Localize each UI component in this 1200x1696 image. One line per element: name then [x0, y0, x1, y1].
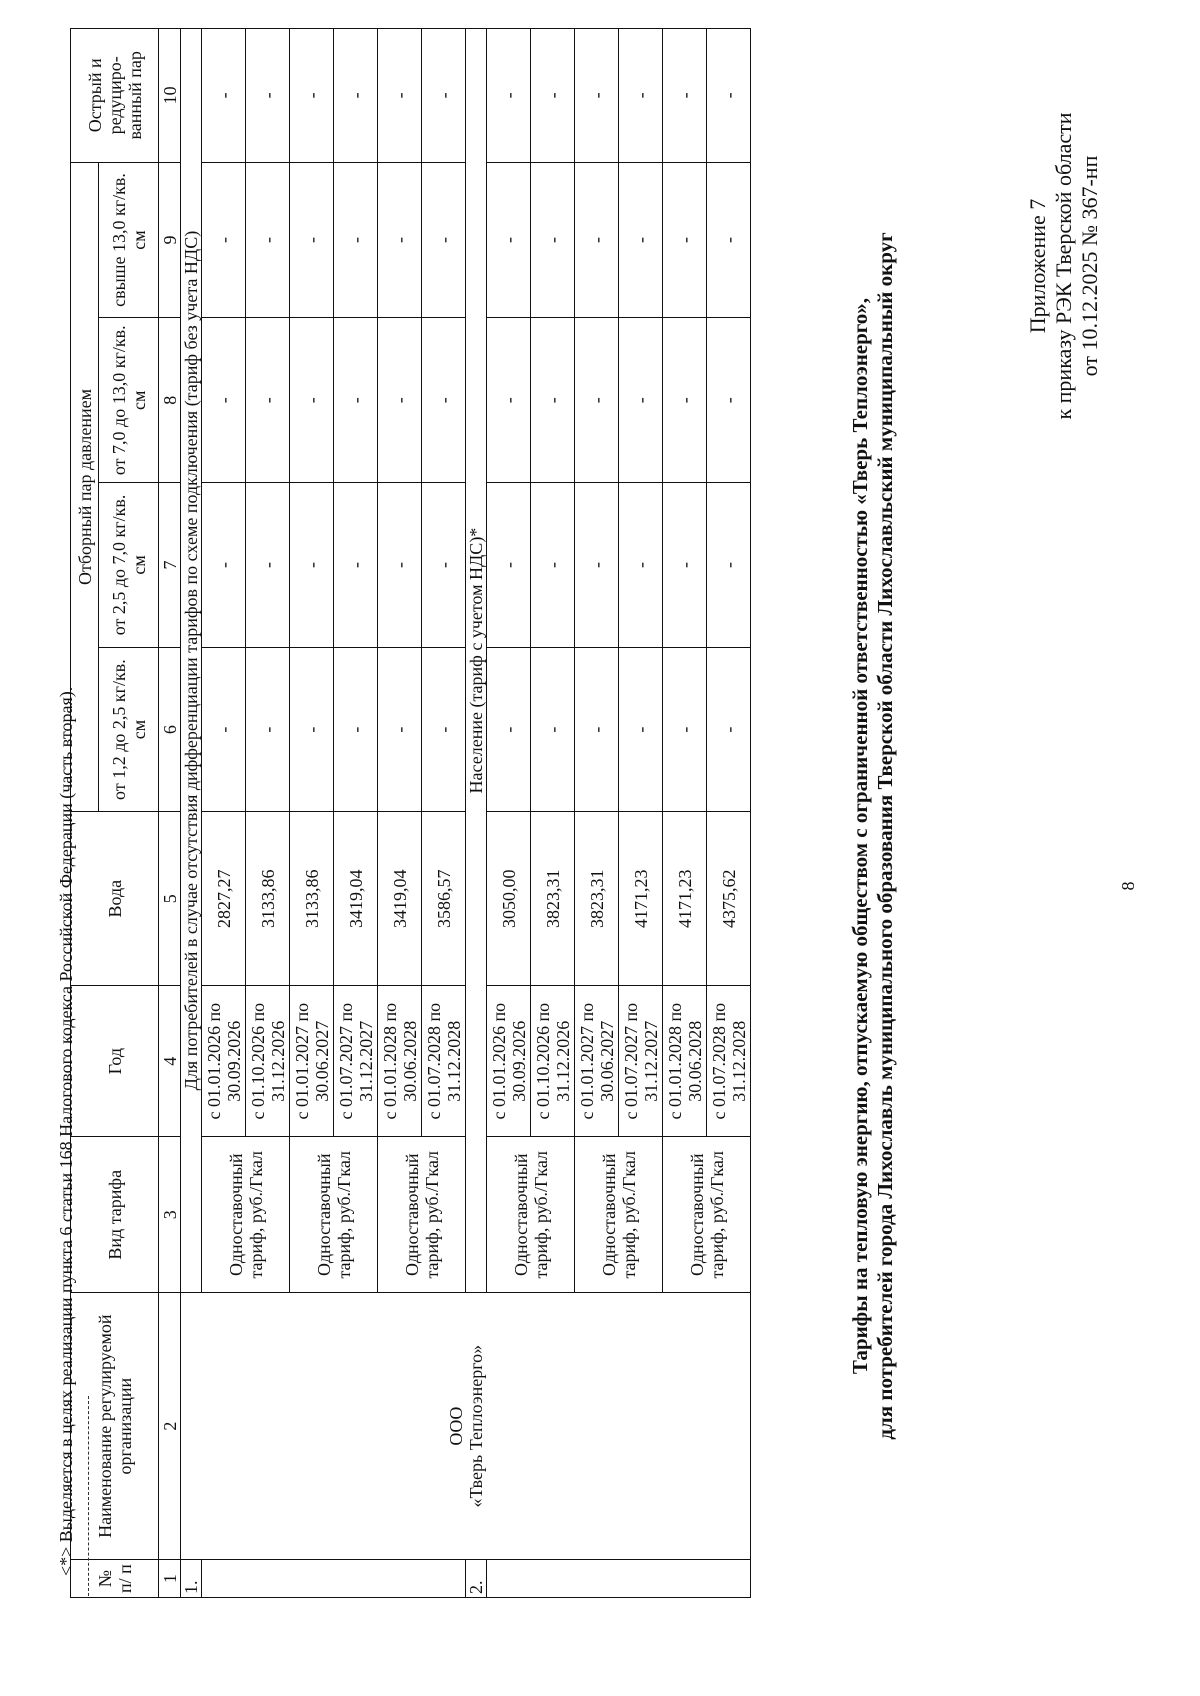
sharp-steam-cell: - — [290, 29, 334, 163]
header-pressure-4: свыше 13,0 кг/кв. см — [99, 162, 159, 318]
sharp-steam-cell: - — [246, 29, 290, 163]
tariff-type-cell: Одноставочный тариф, руб./Гкал — [202, 1137, 290, 1293]
pressure-4-cell: - — [663, 162, 707, 318]
pressure-3-cell: - — [663, 318, 707, 483]
pressure-2-cell: - — [422, 483, 466, 648]
year-cell: с 01.01.2028 по 30.06.2028 — [378, 986, 422, 1137]
sharp-steam-cell: - — [487, 29, 531, 163]
blank-cell — [487, 1560, 751, 1598]
sharp-steam-cell: - — [378, 29, 422, 163]
pressure-1-cell: - — [202, 647, 246, 812]
approval-line-3: от 10.12.2025 № 367-нп — [1077, 155, 1102, 377]
pressure-3-cell: - — [619, 318, 663, 483]
tariff-type-cell: Одноставочный тариф, руб./Гкал — [663, 1137, 751, 1293]
sharp-steam-cell: - — [334, 29, 378, 163]
pressure-1-cell: - — [378, 647, 422, 812]
pressure-3-cell: - — [575, 318, 619, 483]
pressure-2-cell: - — [663, 483, 707, 648]
pressure-2-cell: - — [246, 483, 290, 648]
pressure-1-cell: - — [290, 647, 334, 812]
title-line-1: Тарифы на тепловую энергию, отпускаемую обществом с ограниченной ответственностью «Тверь Теплоэнерго», — [848, 297, 872, 1375]
approval-block — [1025, 56, 1103, 476]
pressure-4-cell: - — [334, 162, 378, 318]
approval-line-2: к приказу РЭК Тверской области — [1051, 112, 1076, 420]
org-name-line-2: «Тверь Теплоэнерго» — [465, 1344, 486, 1508]
col-number: 8 — [159, 318, 181, 483]
year-cell: с 01.07.2028 по 31.12.2028 — [422, 986, 466, 1137]
header-water: Вода — [71, 812, 159, 986]
pressure-2-cell: - — [531, 483, 575, 648]
tariff-type-cell: Одноставочный тариф, руб./Гкал — [290, 1137, 378, 1293]
sharp-steam-cell: - — [422, 29, 466, 163]
year-cell: с 01.10.2026 по 31.12.2026 — [531, 986, 575, 1137]
header-pressure-2: от 2,5 до 7,0 кг/кв. см — [99, 483, 159, 648]
header-tariff-type: Вид тарифа — [71, 1137, 159, 1293]
pressure-4-cell: - — [707, 162, 751, 318]
sharp-steam-cell: - — [707, 29, 751, 163]
pressure-3-cell: - — [422, 318, 466, 483]
pressure-1-cell: - — [531, 647, 575, 812]
pressure-4-cell: - — [487, 162, 531, 318]
header-org: Наименование регулируемой организации — [71, 1293, 159, 1560]
pressure-4-cell: - — [575, 162, 619, 318]
pressure-1-cell: - — [246, 647, 290, 812]
col-number: 4 — [159, 986, 181, 1137]
title-line-2: для потребителей города Лихославль муниципального образования Тверской области Лихославльский муниципальный округ — [873, 232, 897, 1440]
section-row — [181, 29, 202, 1598]
pressure-2-cell: - — [290, 483, 334, 648]
sharp-steam-cell: - — [575, 29, 619, 163]
col-number: 3 — [159, 1137, 181, 1293]
section-title: Для потребителей в случае отсутствия дифференциации тарифов по схеме подключения (тариф без учета НДС) — [181, 29, 202, 1293]
year-cell: с 01.01.2026 по 30.09.2026 — [487, 986, 531, 1137]
approval-line-1: Приложение 7 — [1025, 198, 1050, 334]
header-sharp-steam: Острый и редуциро- ванный пар — [71, 29, 159, 163]
pressure-1-cell: - — [487, 647, 531, 812]
col-number: 6 — [159, 647, 181, 812]
pressure-1-cell: - — [422, 647, 466, 812]
year-cell: с 01.10.2026 по 31.12.2026 — [246, 986, 290, 1137]
pressure-1-cell: - — [619, 647, 663, 812]
pressure-4-cell: - — [619, 162, 663, 318]
pressure-4-cell: - — [422, 162, 466, 318]
column-number-row — [159, 29, 181, 1598]
pressure-2-cell: - — [378, 483, 422, 648]
pressure-2-cell: - — [487, 483, 531, 648]
pressure-3-cell: - — [246, 318, 290, 483]
pressure-4-cell: - — [290, 162, 334, 318]
col-number: 10 — [159, 29, 181, 163]
year-cell: с 01.01.2028 по 30.06.2028 — [663, 986, 707, 1137]
blank-cell — [202, 1560, 466, 1598]
water-cell: 3133,86 — [246, 812, 290, 986]
pressure-2-cell: - — [334, 483, 378, 648]
pressure-3-cell: - — [487, 318, 531, 483]
tariff-type-cell: Одноставочный тариф, руб./Гкал — [378, 1137, 466, 1293]
tariff-table — [70, 28, 751, 1598]
year-cell: с 01.01.2027 по 30.06.2027 — [290, 986, 334, 1137]
water-cell: 3050,00 — [487, 812, 531, 986]
pressure-3-cell: - — [202, 318, 246, 483]
page-number: 8 — [1118, 881, 1138, 891]
pressure-1-cell: - — [663, 647, 707, 812]
document-title — [848, 66, 898, 1606]
water-cell: 4375,62 — [707, 812, 751, 986]
pressure-3-cell: - — [707, 318, 751, 483]
section-number: 2. — [466, 1560, 487, 1598]
org-name-line-1: ООО — [445, 1406, 466, 1446]
pressure-4-cell: - — [378, 162, 422, 318]
pressure-3-cell: - — [378, 318, 422, 483]
pressure-2-cell: - — [619, 483, 663, 648]
pressure-3-cell: - — [290, 318, 334, 483]
header-year: Год — [71, 986, 159, 1137]
sharp-steam-cell: - — [663, 29, 707, 163]
tariff-type-cell: Одноставочный тариф, руб./Гкал — [487, 1137, 575, 1293]
pressure-4-cell: - — [531, 162, 575, 318]
water-cell: 3419,04 — [334, 812, 378, 986]
year-cell: с 01.07.2027 по 31.12.2027 — [334, 986, 378, 1137]
pressure-2-cell: - — [575, 483, 619, 648]
water-cell: 3133,86 — [290, 812, 334, 986]
header-pressure-1: от 1,2 до 2,5 кг/кв. см — [99, 647, 159, 812]
pressure-3-cell: - — [531, 318, 575, 483]
water-cell: 3823,31 — [531, 812, 575, 986]
year-cell: с 01.07.2028 по 31.12.2028 — [707, 986, 751, 1137]
water-cell: 3586,57 — [422, 812, 466, 986]
water-cell: 3823,31 — [575, 812, 619, 986]
water-cell: 4171,23 — [663, 812, 707, 986]
section-title: Население (тариф с учетом НДС)* — [466, 29, 487, 1293]
pressure-3-cell: - — [334, 318, 378, 483]
sharp-steam-cell: - — [531, 29, 575, 163]
pressure-2-cell: - — [707, 483, 751, 648]
section-number: 1. — [181, 1560, 202, 1598]
organization-name — [181, 1293, 751, 1560]
header-steam-selected: Отборный пар давлением — [71, 162, 99, 812]
water-cell: 4171,23 — [619, 812, 663, 986]
sharp-steam-cell: - — [619, 29, 663, 163]
col-number: 7 — [159, 483, 181, 648]
tariff-type-cell: Одноставочный тариф, руб./Гкал — [575, 1137, 663, 1293]
sharp-steam-cell: - — [202, 29, 246, 163]
col-number: 2 — [159, 1293, 181, 1560]
year-cell: с 01.01.2027 по 30.06.2027 — [575, 986, 619, 1137]
col-number: 9 — [159, 162, 181, 318]
footnote-separator — [88, 1396, 89, 1596]
header-pressure-3: от 7,0 до 13,0 кг/кв. см — [99, 318, 159, 483]
pressure-1-cell: - — [575, 647, 619, 812]
pressure-4-cell: - — [202, 162, 246, 318]
footnote: <*> Выделяется в целях реализации пункта 6 статьи 168 Налогового кодекса Российской Федерации (часть вторая). — [56, 686, 76, 1576]
pressure-2-cell: - — [202, 483, 246, 648]
water-cell: 2827,27 — [202, 812, 246, 986]
pressure-4-cell: - — [246, 162, 290, 318]
water-cell: 3419,04 — [378, 812, 422, 986]
year-cell: с 01.01.2026 по 30.09.2026 — [202, 986, 246, 1137]
pressure-1-cell: - — [334, 647, 378, 812]
col-number: 5 — [159, 812, 181, 986]
header-num: № п/ п — [71, 1560, 159, 1598]
col-number: 1 — [159, 1560, 181, 1598]
year-cell: с 01.07.2027 по 31.12.2027 — [619, 986, 663, 1137]
pressure-1-cell: - — [707, 647, 751, 812]
